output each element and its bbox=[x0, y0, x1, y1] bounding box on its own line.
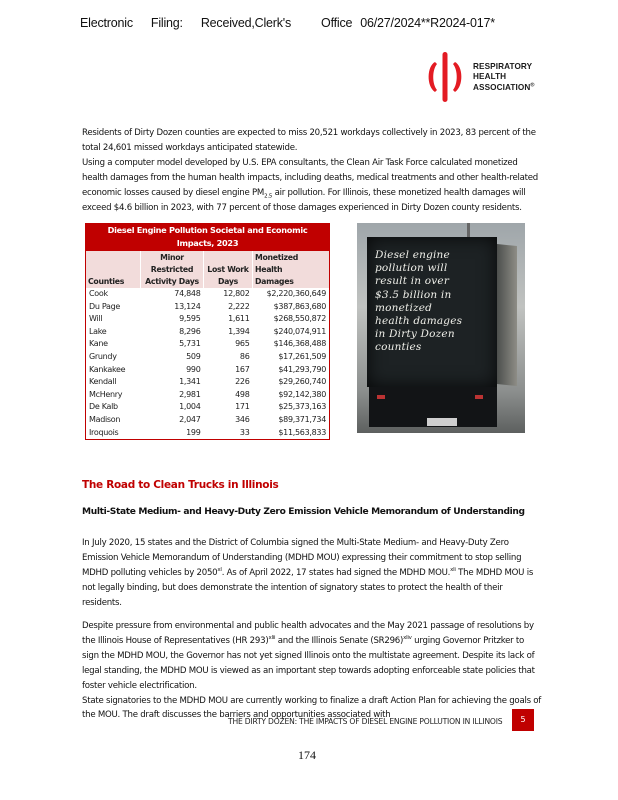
table-row: Will 9,595 1,611 $268,550,872 bbox=[89, 314, 326, 324]
section-subheading: Multi-State Medium- and Heavy-Duty Zero Emission Vehicle Memorandum of Understanding bbox=[82, 507, 525, 517]
chalk-message: Diesel engine pollution will result in over $3.5 billion in monetized health damages in Dirty Dozen counties bbox=[375, 249, 463, 354]
table-row: Lake 8,296 1,394 $240,074,911 bbox=[89, 326, 326, 336]
filing-stamp bbox=[80, 16, 513, 30]
table-row: Cook 74,848 12,802 $2,220,360,649 bbox=[89, 289, 326, 298]
stamp-part: Filing: bbox=[150, 16, 183, 30]
tail-light-left bbox=[377, 395, 385, 399]
page-badge: 5 bbox=[512, 709, 534, 731]
intro-paragraph-2: Using a computer model developed by U.S. EPA consultants, the Clean Air Task Force calculated monetized health damages from the human health impacts, including deaths, medical treatments and other health-related economic losses caused by diesel engine $PM_{2.5}$ air pollution. For Illinois, these monetized health damages will exceed $4.6 billion in 2023, with 77 percent of those damages experienced in Dirty Dozen county residents. bbox=[82, 157, 539, 213]
intro-text bbox=[82, 126, 542, 215]
table-row: De Kalb 1,004 171 $25,373,163 bbox=[89, 402, 326, 412]
table-title: Diesel Engine Pollution Societal and Economic Impacts, 2023 bbox=[86, 223, 329, 251]
stamp-part: Electronic bbox=[80, 16, 133, 30]
license-plate bbox=[427, 418, 457, 426]
table-row: Du Page 13,124 2,222 $387,863,680 bbox=[89, 301, 326, 311]
section-paragraph-3: State signatories to the MDHD MOU are currently working to finalize a draft Action Plan for achieving the goals of the MOU. The draft discusses the barriers and opportunities associated with bbox=[82, 695, 542, 721]
table-row: Iroquois 199 33 $11,563,833 bbox=[86, 427, 329, 440]
table-row: Kendall 1,341 226 $29,260,740 bbox=[89, 377, 326, 387]
col-header-counties: Counties bbox=[86, 251, 141, 288]
section-paragraph-1: In July 2020, 15 states and the District of Columbia signed the Multi-State Medium- and Heavy-Duty Zero Emission Vehicle Memorandum of Understanding (MDHD MOU) expressing their commitment to stop selling MDHD polluting vehicles by $2050^{xl}$. As of April 2022, 17 states had signed the MDHD MOU.$^{xli}$ The MDHD MOU is not legally binding, but does demonstrate the intention of signatory states to protect the health of their residents. bbox=[82, 538, 534, 608]
stamp-part: Received,Clerk's bbox=[200, 16, 292, 30]
col-header-damages: Monetized Health Damages bbox=[253, 251, 330, 288]
section-heading: The Road to Clean Trucks in Illinois bbox=[82, 479, 279, 491]
table-row: Kankakee 990 167 $41,293,790 bbox=[89, 364, 326, 374]
tail-light-right bbox=[475, 395, 483, 399]
logo-wordmark: RESPIRATORY HEALTH ASSOCIATION® bbox=[473, 62, 535, 92]
truck-side-shape bbox=[497, 244, 517, 386]
table-row: Madison 2,047 346 $89,371,734 bbox=[89, 414, 326, 424]
stamp-part: 06/27/2024**R2024-017* bbox=[360, 16, 495, 30]
running-footer-title: THE DIRTY DOZEN: THE IMPACTS OF DIESEL ENGINE POLLUTION IN ILLINOIS bbox=[228, 717, 503, 726]
intro-paragraph-1: Residents of Dirty Dozen counties are expected to miss 20,521 workdays collectively in 2023, 83 percent of the total 24,601 missed workdays anticipated statewide. bbox=[82, 128, 536, 153]
diesel-truck-photo bbox=[357, 223, 525, 433]
lungs-logo-icon bbox=[424, 52, 466, 102]
section-paragraph-2: Despite pressure from environmental and public health advocates and the May 2021 passage of resolutions by the Illinois House of Representatives (HR 293)$^{xlii}$ and the Illinois Senate $(SR296)^{xliv}$ urging Governor Pritzker to sign the MDHD MOU, the Governor has not yet signed Illinois onto the multistate agreement. Despite its lack of legal standing, the MDHD MOU is viewed as an important step towards adopting enforceable state policies that foster vehicle electrification. State signatories to the MDHD MOU are currently working to finalize a draft Action Plan for achieving the goals of the MOU. The draft discusses the barriers and opportunities associated with bbox=[82, 619, 542, 723]
stamp-part: Office bbox=[321, 16, 353, 30]
respiratory-health-association-logo bbox=[424, 52, 544, 102]
col-header-lost-work-days: Lost Work Days bbox=[204, 251, 253, 288]
col-header-mrad: Minor Restricted Activity Days bbox=[141, 251, 204, 288]
table-row: Grundy 509 86 $17,261,509 bbox=[89, 351, 326, 361]
impacts-table bbox=[85, 223, 330, 440]
table-row: McHenry 2,981 498 $92,142,380 bbox=[89, 389, 326, 399]
table-row: Kane 5,731 965 $146,368,488 bbox=[89, 339, 326, 349]
page-number: 174 bbox=[298, 748, 316, 762]
